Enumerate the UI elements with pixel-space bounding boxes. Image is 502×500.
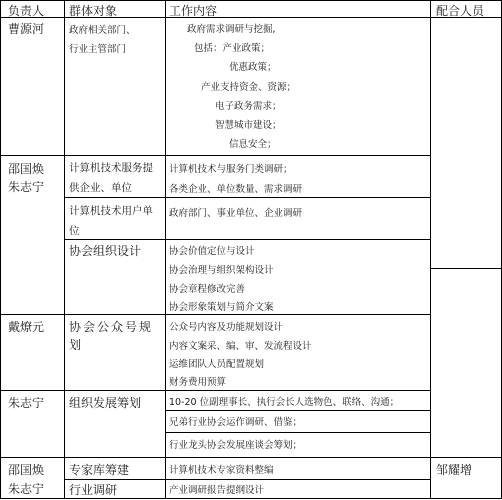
row1-work-line: 信息安全； <box>229 139 277 150</box>
table-border-top <box>0 0 502 1</box>
row5-work-a: 计算机技术专家资料整编 <box>169 465 274 476</box>
header-work: 工作内容 <box>169 4 218 18</box>
row5-divider <box>64 479 430 480</box>
row5-partner: 邹耀增 <box>436 463 473 477</box>
row1-person: 曹源河 <box>8 22 45 36</box>
row3-target-line2: 划 <box>69 338 82 352</box>
header-partner: 配合人员 <box>436 4 485 18</box>
row3-person: 戴燎元 <box>8 320 45 334</box>
row3-target-line1: 协会公众号规 <box>69 320 154 334</box>
row2-sub-c-work-line: 协会章程修改完善 <box>169 284 246 295</box>
row1-target-line2: 行业主管部门 <box>69 44 127 55</box>
row5-person-line2: 朱志宁 <box>8 482 45 496</box>
row2-person-line2: 朱志宁 <box>8 180 45 194</box>
row3-work-line: 财务费用预算 <box>169 377 227 388</box>
row2-sub-a-work-line: 计算机技术与服务门类调研； <box>169 164 293 175</box>
col-divider-1 <box>64 0 65 499</box>
row4-person: 朱志宁 <box>8 396 45 410</box>
row4-work-line: 10-20 位副理事长、执行会长人选物色、联络、沟通； <box>169 397 400 408</box>
row2-sub-c-target: 协会组织设计 <box>69 244 142 258</box>
row1-work-line: 智慧城市建设； <box>215 120 282 131</box>
row1-work-line: 政府需求调研与挖掘, <box>187 24 276 35</box>
row4b-divider <box>165 432 430 433</box>
row3-work-line: 公众号内容及功能规划设计 <box>169 322 284 333</box>
row2-sub-a-target-line1: 计算机技术服务提 <box>69 162 153 174</box>
row2-sub-a-target-line2: 供企业、单位 <box>69 182 132 194</box>
row3-work-line: 运维团队人员配置规划 <box>169 359 265 370</box>
row1-target-line1: 政府相关部门、 <box>69 25 136 36</box>
row4-target: 组织发展筹划 <box>69 396 142 410</box>
row5-target-a: 专家库筹建 <box>69 463 130 477</box>
row2-sub-b-work-line: 政府部门、事业单位、企业调研 <box>169 208 303 219</box>
header-person: 负责人 <box>8 4 45 18</box>
row3-work-line: 内容文案采、编、审、发流程设计 <box>169 341 312 352</box>
row4-work-line: 兄弟行业协会运作调研、借鉴； <box>169 417 303 428</box>
row4-work-line: 行业龙头协会发展座谈会筹划； <box>169 440 303 451</box>
row5-person-line1: 邵国焕 <box>8 463 45 477</box>
row2b-divider <box>64 239 430 240</box>
row4a-divider <box>165 410 430 411</box>
row4-divider <box>0 457 502 458</box>
row2-sub-c-work-line: 协会治理与组织架构设计 <box>169 265 274 276</box>
row2-sub-a-work-line: 各类企业、单位数量、需求调研 <box>169 184 303 195</box>
row5-target-b: 行业调研 <box>69 483 118 497</box>
header-target: 群体对象 <box>69 4 118 18</box>
row2-sub-c-work-line: 协会形象策划与简介文案 <box>169 302 274 313</box>
row5-work-b: 产业调研报告提纲设计 <box>169 485 265 496</box>
row2a-divider <box>64 197 430 198</box>
table-border-bottom <box>0 498 502 499</box>
row2-sub-c-work-line: 协会价值定位与设计 <box>169 246 255 257</box>
row2-sub-b-target-line1: 计算机技术用户单 <box>69 205 153 217</box>
table-border-left <box>0 0 1 499</box>
right-col-divider-1 <box>430 268 502 269</box>
row1-work-line: 优惠政策； <box>229 62 277 73</box>
row2-sub-b-target-line2: 位 <box>69 225 80 237</box>
row1-work-line: 产业支持资金、资源； <box>201 82 297 93</box>
col-divider-2 <box>165 0 166 499</box>
col-divider-3 <box>430 0 431 499</box>
row2-person-line1: 邵国焕 <box>8 162 45 176</box>
row1-work-line: 电子政务需求； <box>215 101 282 112</box>
row1-work-line: 包括：产业政策； <box>194 43 271 54</box>
